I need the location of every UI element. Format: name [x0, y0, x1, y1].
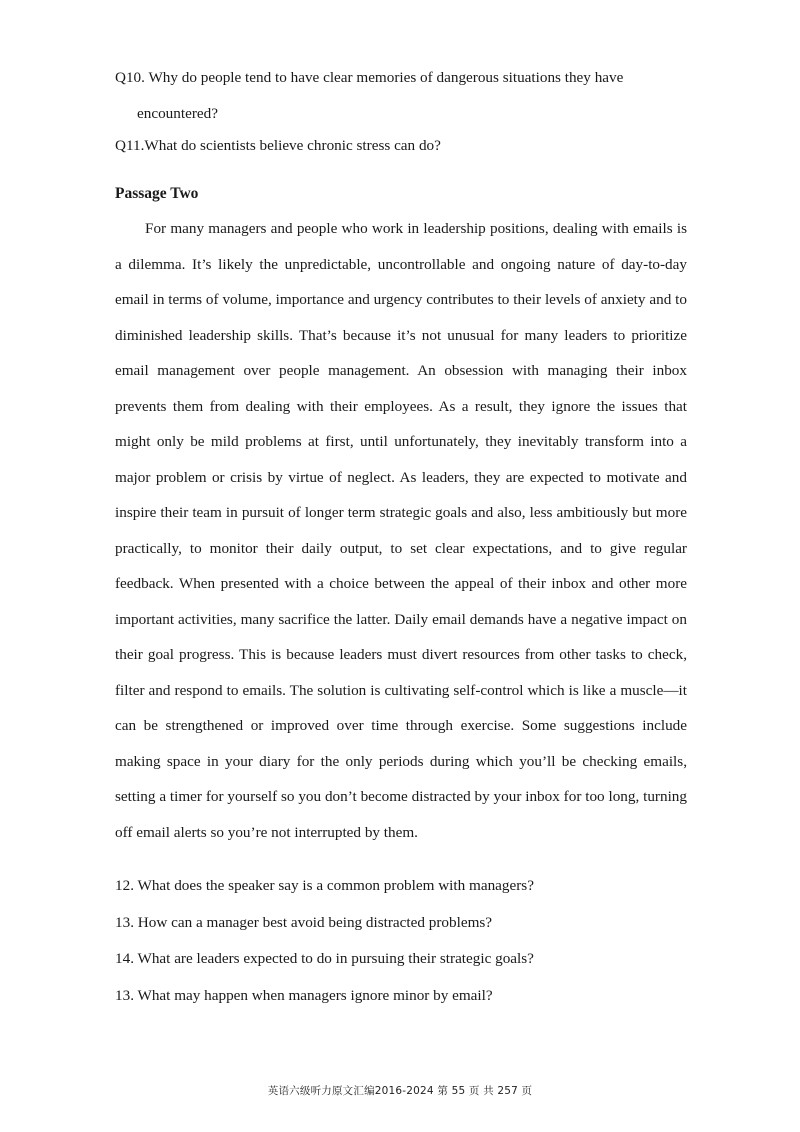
- question-item: 13. How can a manager best avoid being distracted problems?: [115, 913, 493, 931]
- question-q10-line2: encountered?: [137, 104, 218, 122]
- question-q11-line1: Q11.What do scientists believe chronic stress can do?: [115, 137, 441, 154]
- question-list: [115, 868, 687, 1014]
- question-q10: [115, 60, 687, 131]
- passage-text: For many managers and people who work in leadership positions, dealing with emails is a dilemma. It’s likely the unpredictable, uncontrollable and ongoing nature of day-to-day email in terms of volume, importance and urgency contributes to their levels of anxiety and to diminished leadership skills. That’s because it’s not unusual for many leaders to prioritize email management over people management. An obsession with managing their inbox prevents them from dealing with their employees. As a result, they ignore the issues that might only be mild problems at first, until unfortunately, they inevitably transform into a major problem or crisis by virtue of neglect. As leaders, they are expected to motivate and inspire their team in pursuit of longer term strategic goals and also, less ambitiously but more practically, to monitor their daily output, to set clear expectations, and to give regular feedback. When presented with a choice between the appeal of their inbox and other more important activities, many sacrifice the latter. Daily email demands have a negative impact on their goal progress. This is because leaders must divert resources from other tasks to check, filter and respond to emails. The solution is cultivating self-control which is like a muscle—it can be strengthened or improved over time through exercise. Some suggestions include making space in your diary for the only periods during which you’ll be checking emails, setting a timer for yourself so you don’t become distracted by your inbox for too long, turning off email alerts so you’re not interrupted by them.: [115, 220, 687, 841]
- question-item: 13. What may happen when managers ignore minor by email?: [115, 986, 493, 1004]
- passage-heading: Passage Two: [115, 185, 199, 202]
- question-q10-line1: Q10. Why do people tend to have clear memories of dangerous situations they have: [115, 69, 624, 86]
- page-footer: 英语六级听力原文汇编2016-2024 第 55 页 共 257 页: [267, 1085, 533, 1097]
- question-item: 12. What does the speaker say is a common problem with managers?: [115, 877, 534, 894]
- question-q11: [115, 128, 687, 164]
- question-item: 14. What are leaders expected to do in pursuing their strategic goals?: [115, 950, 534, 967]
